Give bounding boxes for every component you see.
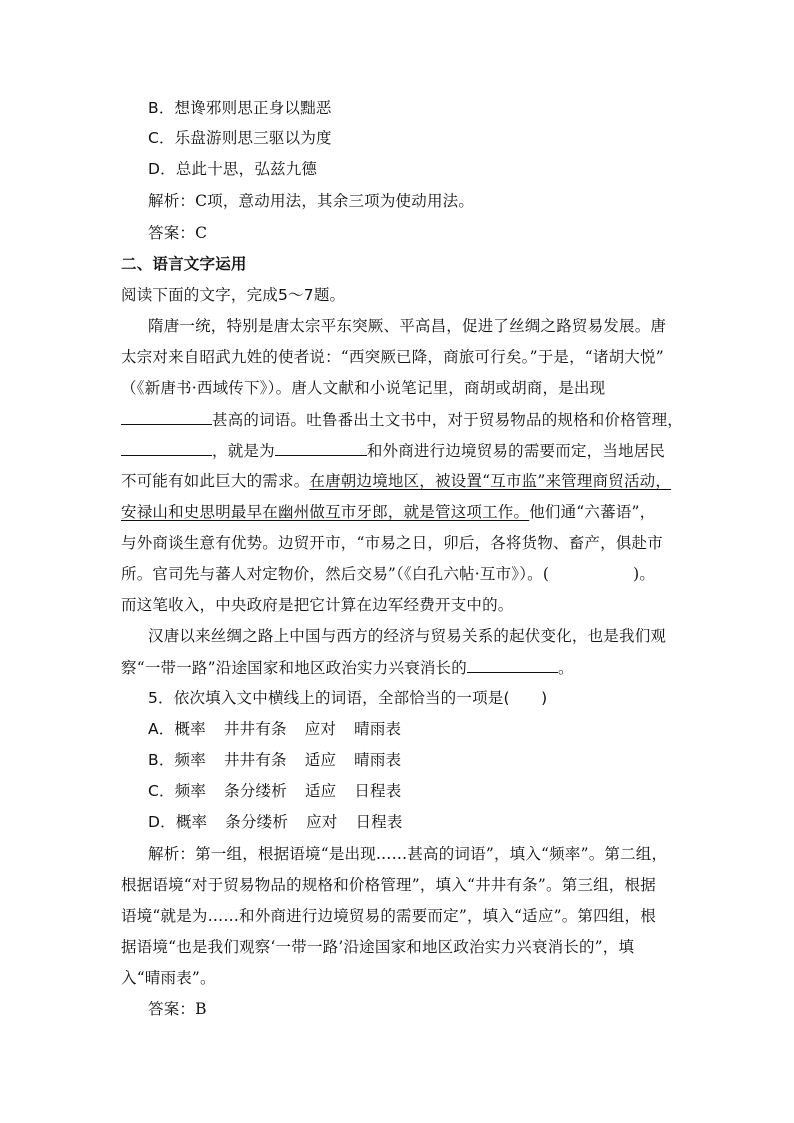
option-d-word-4: 日程表 bbox=[355, 813, 403, 831]
passage-line-5-mid: ，就是为 bbox=[212, 442, 275, 460]
analysis-line-2: 根据语境“对于贸易物品的规格和价格管理”，填入“井井有条”。第三组，根据 bbox=[121, 876, 656, 894]
option-b-letter: B． bbox=[148, 751, 175, 769]
blank-4 bbox=[467, 656, 558, 673]
option-b-word-1: 频率 bbox=[174, 751, 206, 769]
passage-line-10: 而这笔收入，中央政府是把它计算在边军经费开支中的。 bbox=[121, 596, 514, 614]
option-c-prev: C．乐盘游则思三驱以为度 bbox=[148, 129, 332, 147]
passage-line-6-text: 不可能有如此巨大的需求。 bbox=[121, 472, 310, 490]
passage-line-1: 隋唐一统，特别是唐太宗平东突厥、平高昌，促进了丝绸之路贸易发展。唐 bbox=[148, 317, 667, 335]
question-5-stem: 5．依次填入文中横线上的词语，全部恰当的一项是( ) bbox=[148, 689, 548, 707]
option-d-letter: D． bbox=[148, 813, 176, 831]
option-a-word-3: 应对 bbox=[304, 720, 337, 738]
option-d-word-3: 应对 bbox=[306, 813, 338, 831]
passage2-line-1: 汉唐以来丝绸之路上中国与西方的经济与贸易关系的起伏变化，也是我们观 bbox=[148, 627, 667, 645]
prev-analysis: 解析：C项，意动用法，其余三项为使动用法。 bbox=[148, 192, 475, 210]
option-b-word-4: 晴雨表 bbox=[354, 751, 402, 769]
passage-line-6 bbox=[121, 470, 671, 492]
option-a-word-1: 概率 bbox=[174, 720, 206, 738]
passage-line-5-text: 和外商进行边境贸易的需要而定，当地居民 bbox=[366, 442, 666, 460]
passage-line-4-text: 甚高的词语。吐鲁番出土文书中，对于贸易物品的规格和价格管理， bbox=[212, 411, 684, 429]
passage-line-7 bbox=[121, 501, 655, 523]
option-a-word-4: 晴雨表 bbox=[354, 720, 402, 738]
underlined-sentence-part-2: 安禄山和史思明最早在幽州做互市牙郎，就是管这项工作。 bbox=[121, 503, 530, 521]
passage-line-2: 太宗对来自昭武九姓的使者说：“西突厥已降，商旅可行矣。”于是，“诸胡大悦” bbox=[121, 348, 664, 366]
blank-1 bbox=[121, 408, 212, 425]
option-b-prev: B．想谗邪则思正身以黜恶 bbox=[148, 99, 332, 117]
section-title: 二、语言文字运用 bbox=[121, 255, 247, 273]
underlined-sentence-part-1: 在唐朝边境地区，被设置“互市监”来管理商贸活动， bbox=[309, 472, 672, 490]
option-b-word-2: 井井有条 bbox=[223, 751, 287, 769]
option-b-word-3: 适应 bbox=[304, 751, 337, 769]
blank-3 bbox=[275, 439, 367, 456]
analysis-line-3: 语境“就是为……和外商进行边境贸易的需要而定”，填入“适应”。第四组，根 bbox=[121, 907, 656, 925]
reading-instruction: 阅读下面的文字，完成5～7题。 bbox=[121, 286, 346, 304]
option-d-word-1: 概率 bbox=[175, 813, 208, 831]
question-option-a bbox=[148, 718, 401, 740]
analysis-line-5: 入“晴雨表”。 bbox=[121, 969, 216, 987]
passage-line-3: （《新唐书·西域传下》）。唐人文献和小说笔记里，商胡或胡商，是出现 bbox=[121, 379, 606, 397]
prev-answer: 答案：C bbox=[148, 224, 208, 242]
passage2-line-2-text: 察“一带一路”沿途国家和地区政治实力兴衰消长的 bbox=[121, 659, 467, 677]
option-d-word-2: 条分缕析 bbox=[225, 813, 289, 831]
analysis-line-4: 据语境“也是我们观察‘一带一路’沿途国家和地区政治实力兴衰消长的”，填 bbox=[121, 938, 635, 956]
passage-line-9-end: )。 bbox=[633, 565, 656, 583]
passage-line-4 bbox=[121, 408, 683, 431]
question-option-b bbox=[148, 749, 401, 771]
option-a-word-2: 井井有条 bbox=[223, 720, 287, 738]
option-a-letter: A． bbox=[148, 720, 175, 738]
question-option-d bbox=[148, 811, 403, 833]
passage-line-7-text: 他们通“六蕃语”， bbox=[529, 503, 656, 521]
option-c-letter: C． bbox=[148, 782, 175, 800]
analysis-line-1: 解析：第一组，根据语境“是出现……甚高的词语”，填入“频率”。第二组， bbox=[148, 845, 668, 863]
passage-line-8: 与外商谈生意有优势。边贸开市，“市易之日，卯后，各将货物、畜产，俱赴市 bbox=[121, 534, 663, 552]
option-d-prev: D．总此十思，弘兹九德 bbox=[148, 160, 318, 178]
passage2-line-2 bbox=[121, 656, 574, 679]
option-c-word-1: 频率 bbox=[174, 782, 207, 800]
passage-line-9-text: 所。官司先与蕃人对定物价，然后交易”（《白孔六帖·互市》）。( bbox=[121, 565, 550, 583]
option-c-word-2: 条分缕析 bbox=[224, 782, 287, 800]
blank-2 bbox=[121, 439, 212, 456]
option-c-word-4: 日程表 bbox=[354, 782, 402, 800]
answer: 答案：B bbox=[148, 1000, 207, 1018]
passage2-line-2-end: 。 bbox=[557, 659, 574, 677]
option-c-word-3: 适应 bbox=[304, 782, 337, 800]
question-option-c bbox=[148, 780, 401, 802]
passage-line-9 bbox=[121, 563, 655, 585]
passage-line-5 bbox=[121, 439, 665, 462]
